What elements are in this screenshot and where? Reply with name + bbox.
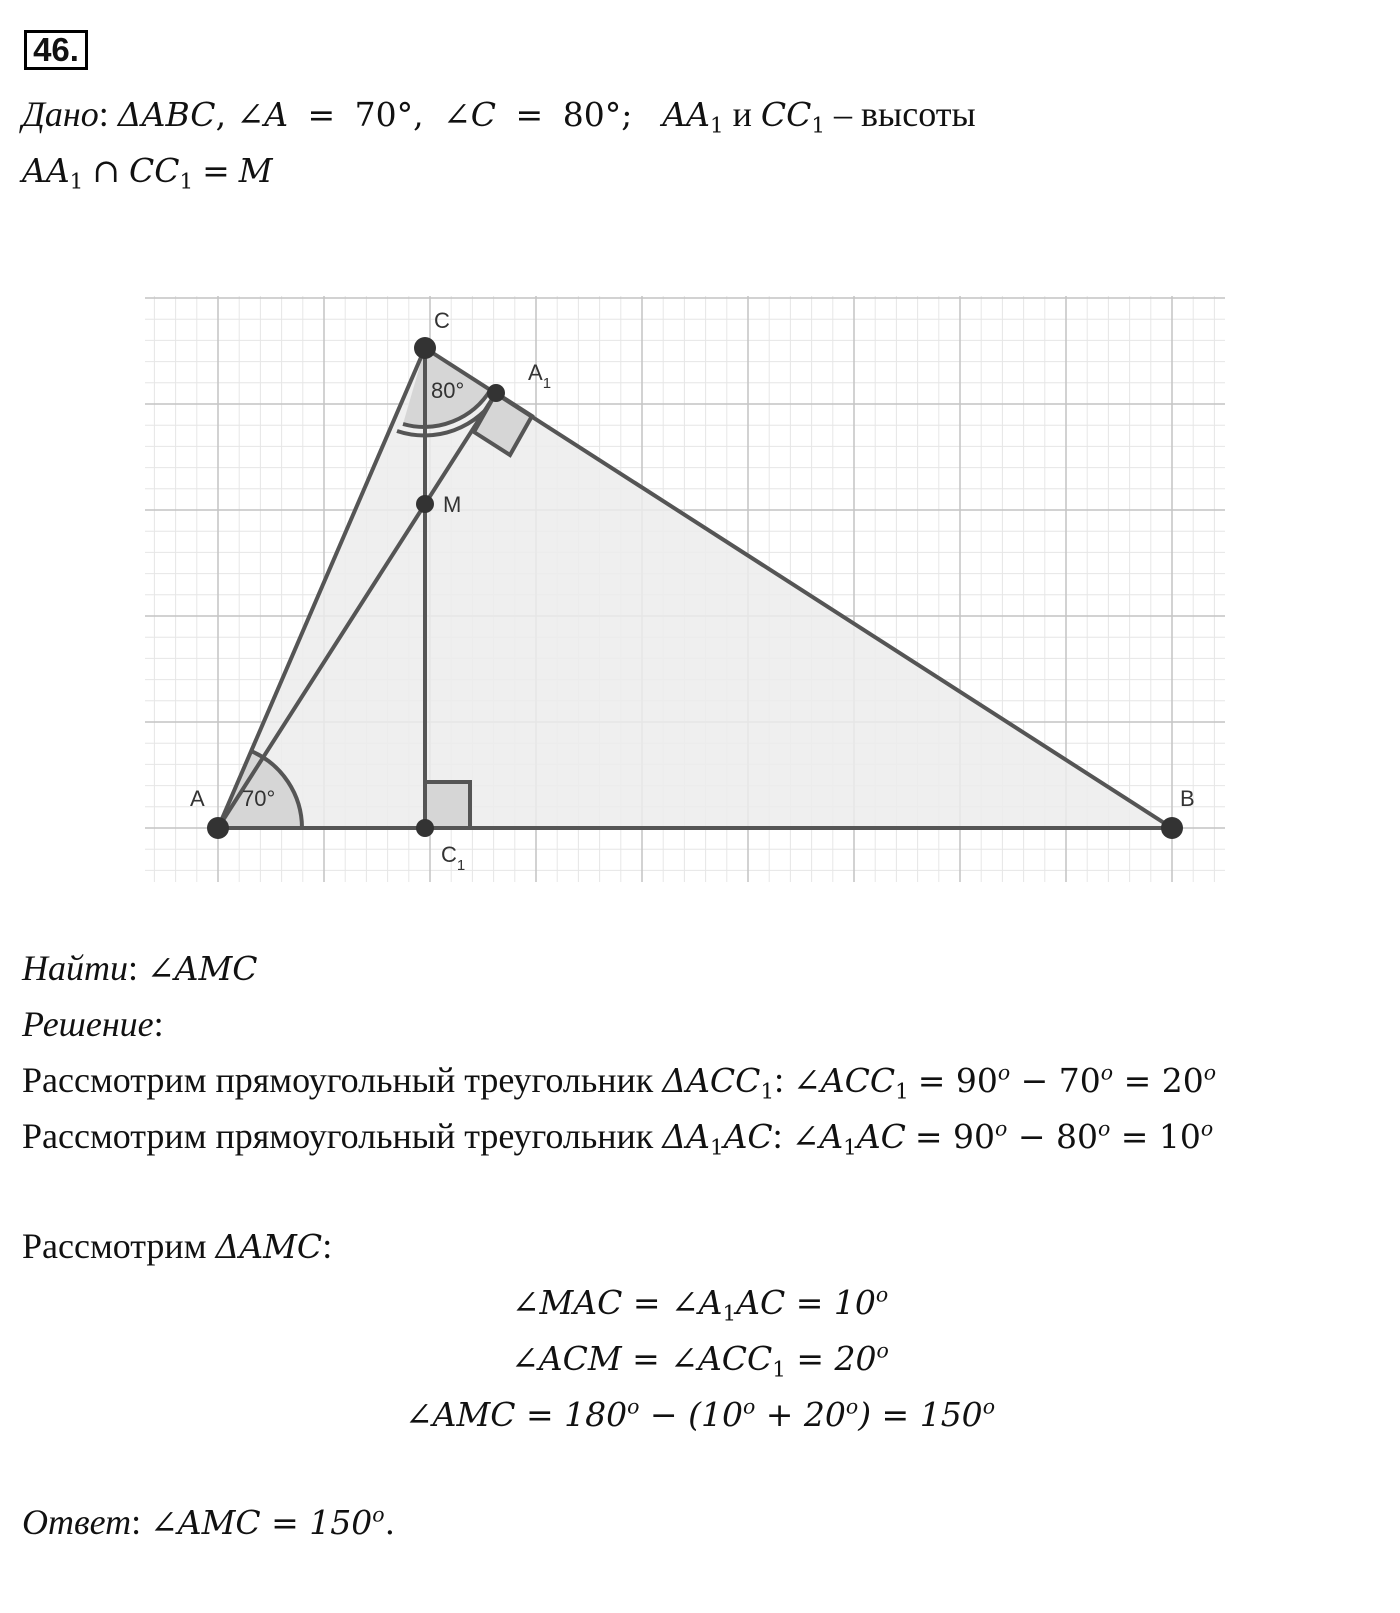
label-m: M bbox=[443, 492, 462, 517]
find-line: Найти: ∠AMC bbox=[22, 948, 258, 988]
step1-line: Рассмотрим прямоугольный треугольник $\Delta ACC_1$: $\angle ACC_1 = 90^o - 70^o = 20^o$ bbox=[22, 1060, 1217, 1105]
label-a1: $A_1$ bbox=[528, 360, 552, 392]
given-angle-c-value: 80° bbox=[562, 95, 622, 134]
consider-line: Рассмотрим ΔAMC: bbox=[22, 1226, 333, 1266]
given-angle-a: ∠A bbox=[236, 95, 289, 134]
step1-calc: = $90^o - 70^o = 20^o$ bbox=[917, 1060, 1217, 1100]
point-b bbox=[1161, 817, 1183, 839]
equation-1 bbox=[0, 1280, 1400, 1325]
angle-label-70: 70° bbox=[242, 786, 276, 811]
label-b: B bbox=[1180, 786, 1195, 811]
given-label: Дано bbox=[22, 94, 99, 134]
given-triangle: ΔABC bbox=[117, 95, 216, 134]
given-altitude-cc1: $CC_1$ bbox=[760, 95, 826, 139]
solution-label: Решение bbox=[22, 1004, 154, 1044]
consider-text: Рассмотрим bbox=[22, 1226, 207, 1266]
step1-angle: $\angle ACC_1$ bbox=[793, 1061, 909, 1105]
step2-calc: = $90^o - 80^o = 10^o$ bbox=[914, 1116, 1214, 1156]
step2-text: Рассмотрим прямоугольный треугольник bbox=[22, 1116, 654, 1156]
eq3-content: ∠AMC = $180^o - (10^o + 20^o) = 150^o$ bbox=[404, 1394, 995, 1434]
problem-number: 46. bbox=[24, 30, 88, 70]
right-angle-c1 bbox=[425, 782, 470, 828]
given-angle-a-value: 70° bbox=[354, 95, 414, 134]
inter-aa1: $AA_1$ bbox=[22, 151, 84, 195]
answer-line: Ответ: ∠AMC = $150^o$. bbox=[22, 1502, 396, 1542]
label-c: C bbox=[434, 308, 450, 333]
solution-label-line: Решение: bbox=[22, 1004, 164, 1044]
point-c1 bbox=[416, 819, 434, 837]
consider-triangle: ΔAMC bbox=[215, 1227, 323, 1266]
point-a bbox=[207, 817, 229, 839]
triangle-abc-fill bbox=[218, 348, 1172, 828]
step1-triangle: $\Delta ACC_1$ bbox=[662, 1061, 775, 1105]
inter-result: M bbox=[238, 151, 273, 190]
given-intersection-line: $AA_1$ ∩ $CC_1 = M$ bbox=[22, 151, 273, 195]
eq1-content: ∠MAC = $\angle A_1AC = 10^o$ bbox=[511, 1282, 889, 1327]
given-tail: – высоты bbox=[834, 94, 976, 134]
point-c bbox=[414, 337, 436, 359]
answer-label: Ответ bbox=[22, 1502, 132, 1542]
given-line: Дано: ΔABC, ∠A = 70°, ∠C = 80°; $AA_1$ и $CC_1$ – высоты bbox=[22, 94, 976, 139]
find-value: ∠AMC bbox=[147, 949, 258, 988]
inter-symbol: ∩ bbox=[92, 151, 120, 190]
given-altitude-aa1: $AA_1$ bbox=[662, 95, 724, 139]
step1-text: Рассмотрим прямоугольный треугольник bbox=[22, 1060, 654, 1100]
step2-line: Рассмотрим прямоугольный треугольник $\Delta A_1AC$: $\angle A_1AC = 90^o - 80^o = 10^o$ bbox=[22, 1116, 1214, 1161]
label-c1: $C_1$ bbox=[441, 842, 466, 874]
label-a: A bbox=[190, 786, 205, 811]
eq2-content: ∠ACM = $\angle ACC_1 = 20^o$ bbox=[511, 1338, 889, 1383]
angle-label-80: 80° bbox=[431, 378, 465, 403]
point-a1 bbox=[487, 384, 505, 402]
find-label: Найти bbox=[22, 948, 128, 988]
equation-3 bbox=[0, 1392, 1400, 1437]
step2-angle: $\angle A_1AC$ bbox=[791, 1117, 906, 1161]
answer-value: ∠AMC = $150^o$ bbox=[150, 1502, 385, 1542]
step2-triangle: $\Delta A_1AC$ bbox=[662, 1117, 773, 1161]
inter-cc1: $CC_1$ bbox=[128, 151, 194, 195]
given-conj: и bbox=[732, 94, 752, 134]
point-m bbox=[416, 495, 434, 513]
given-angle-c: ∠C bbox=[443, 95, 497, 134]
equation-2 bbox=[0, 1336, 1400, 1381]
